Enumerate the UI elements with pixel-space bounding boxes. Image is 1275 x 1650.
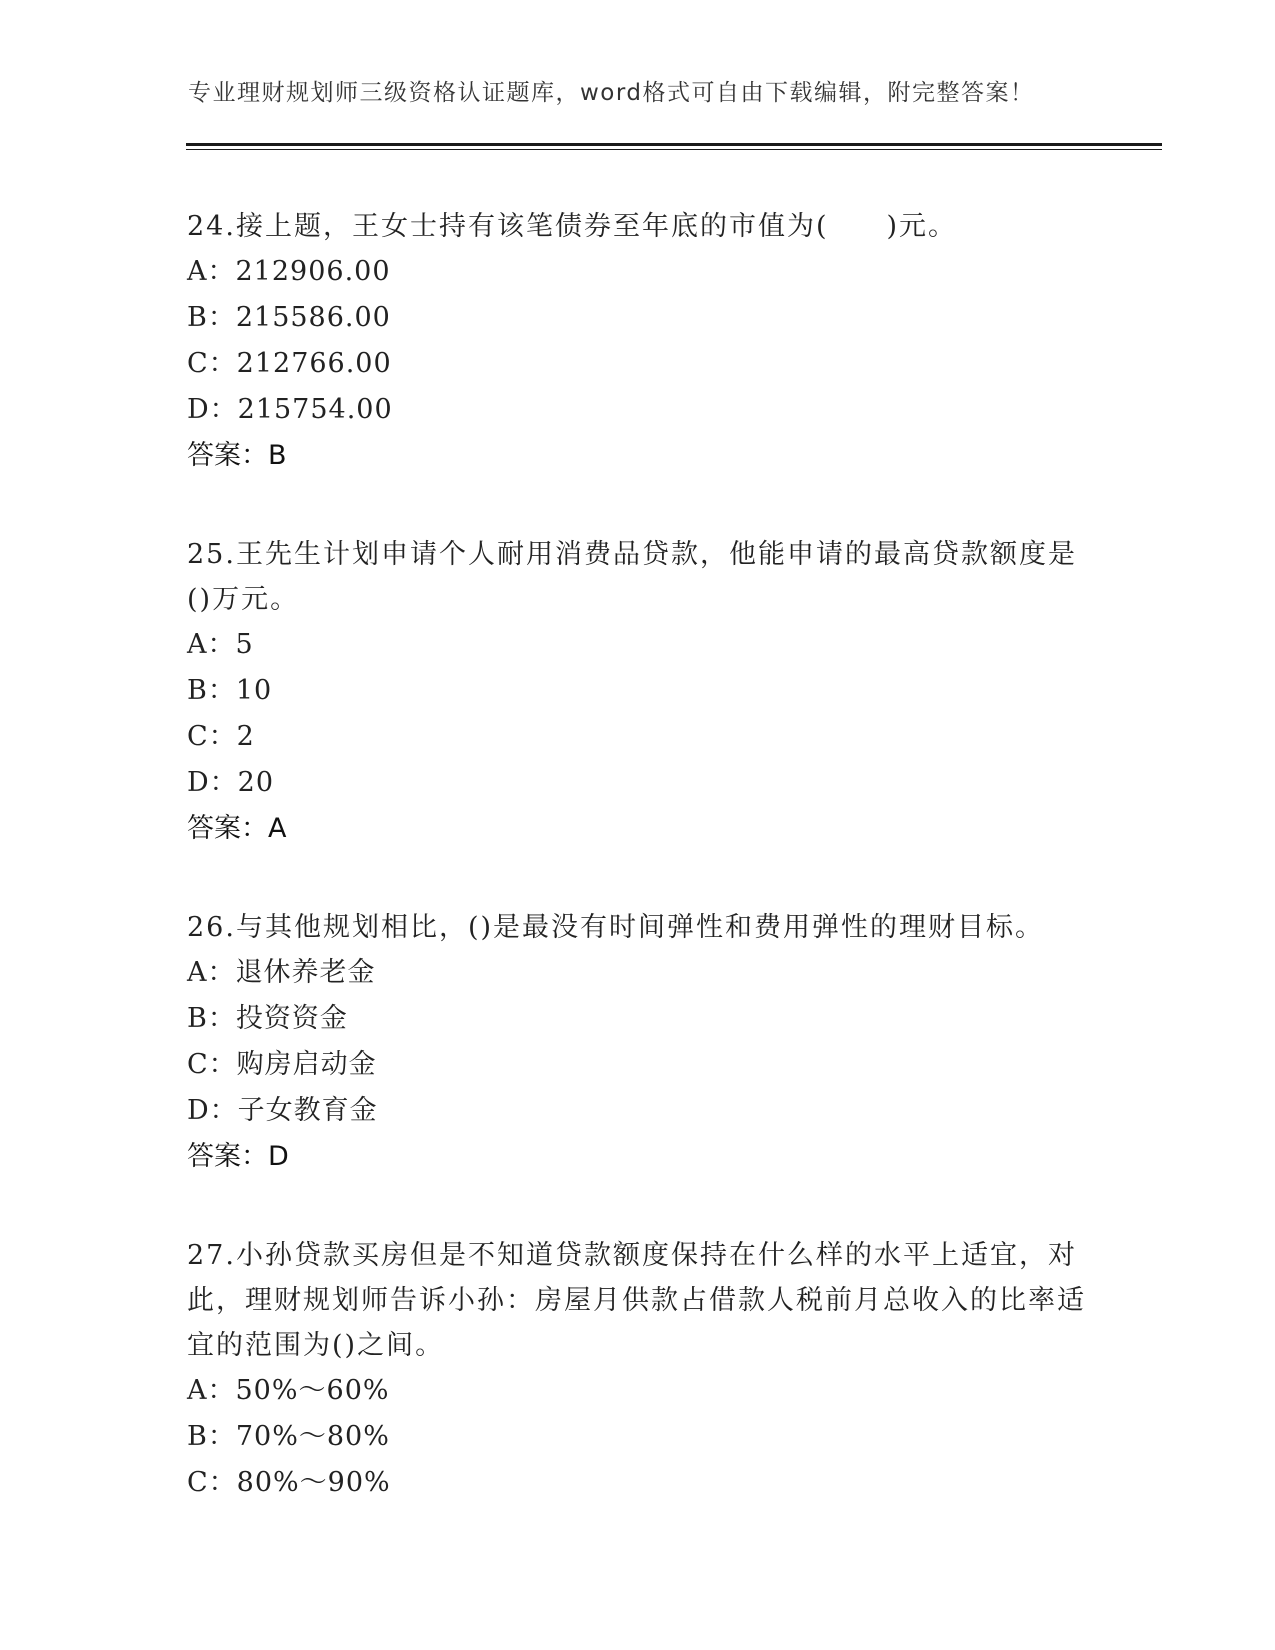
option-b: B：215586.00 xyxy=(187,302,391,333)
option-c: C：80%～90% xyxy=(187,1467,391,1498)
question-stem: 24.接上题，王女士持有该笔债券至年底的市值为( )元。 xyxy=(187,211,958,242)
page-header: 专业理财规划师三级资格认证题库，word格式可自由下载编辑，附完整答案！ xyxy=(188,80,1035,106)
question-list xyxy=(187,204,1087,1560)
option-c: C：2 xyxy=(187,721,255,752)
option-d: D：20 xyxy=(187,767,275,798)
answer-line: 答案：A xyxy=(187,813,287,844)
option-a: A：212906.00 xyxy=(187,256,391,287)
question-24 xyxy=(187,204,1087,478)
option-b: B：投资资金 xyxy=(187,1003,348,1034)
option-b: B：10 xyxy=(187,675,273,706)
question-stem: 26.与其他规划相比，()是最没有时间弹性和费用弹性的理财目标。 xyxy=(187,912,1045,943)
option-c: C：212766.00 xyxy=(187,348,392,379)
option-d: D：子女教育金 xyxy=(187,1095,378,1126)
option-a: A：退休养老金 xyxy=(187,957,376,988)
question-26 xyxy=(187,905,1087,1179)
question-stem: 27.小孙贷款买房但是不知道贷款额度保持在什么样的水平上适宜，对此，理财规划师告诉小孙：房屋月供款占借款人税前月总收入的比率适宜的范围为()之间。 xyxy=(187,1240,1086,1361)
answer-line: 答案：D xyxy=(187,1141,289,1172)
option-c: C：购房启动金 xyxy=(187,1049,377,1080)
option-d: D：215754.00 xyxy=(187,394,393,425)
question-stem: 25.王先生计划申请个人耐用消费品贷款，他能申请的最高贷款额度是()万元。 xyxy=(187,539,1077,615)
question-27 xyxy=(187,1233,1087,1506)
option-b: B：70%～80% xyxy=(187,1421,390,1452)
header-divider-thick xyxy=(186,143,1162,146)
answer-line: 答案：B xyxy=(187,440,287,471)
option-a: A：5 xyxy=(187,629,254,660)
question-25 xyxy=(187,532,1087,851)
header-divider-thin xyxy=(186,149,1162,150)
option-a: A：50%～60% xyxy=(187,1375,390,1406)
